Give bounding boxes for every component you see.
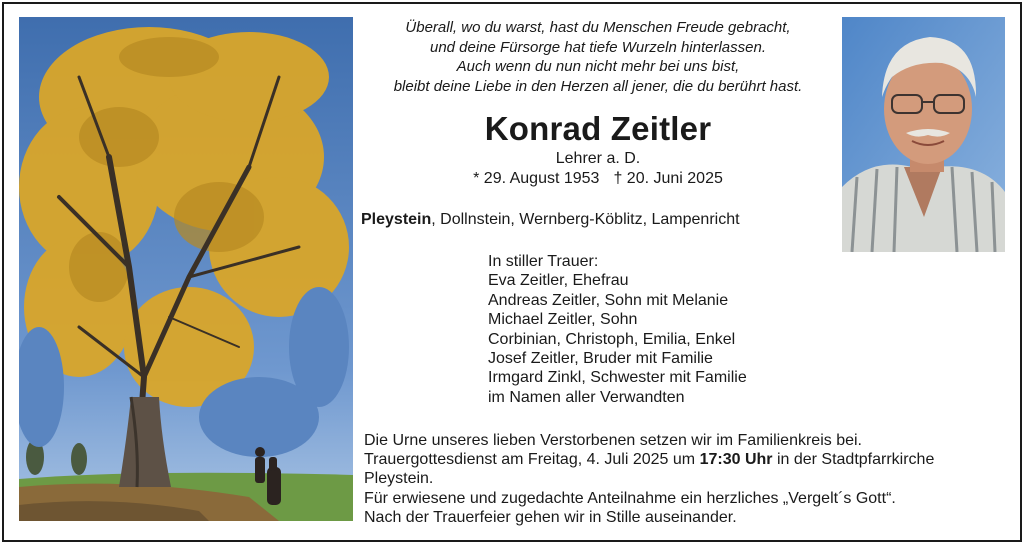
mourners-list [488,252,747,407]
tree-photo [19,17,353,521]
deceased-profession: Lehrer a. D. [555,150,641,167]
mourner-item: im Namen aller Verwandten [488,388,685,406]
poem-line: und deine Fürsorge hat tiefe Wurzeln hinterlassen. [429,38,767,56]
poem-line: Auch wenn du nun nicht mehr bei uns bist, [456,58,740,75]
mourner-item: Josef Zeitler, Bruder mit Familie [488,350,713,368]
poem-line: bleibt deine Liebe in den Herzen all jener, die du berührt hast. [393,77,803,95]
poem-line: Überall, wo du warst, hast du Menschen Freude gebracht, [405,19,791,36]
notice-line: Für erwiesene und zugedachte Anteilnahme ein herzliches „Vergelt´s Gott“. [364,489,896,507]
mourners-heading: In stiller Trauer: [488,253,599,270]
mourner-item: Irmgard Zinkl, Schwester mit Familie [488,369,747,387]
service-time: 17:30 Uhr [699,451,773,469]
death-date: † 20. Juni 2025 [613,170,723,187]
mourner-item: Eva Zeitler, Ehefrau [488,272,629,290]
portrait-photo [842,17,1005,252]
main-place: Pleystein [361,211,432,228]
service-text: Trauergottesdienst am Freitag, 4. Juli 2025 um [364,451,700,469]
notice-line [364,450,934,469]
memorial-poem [360,18,836,96]
notice-line: Pleystein. [364,470,434,488]
life-dates [360,170,836,188]
notice-line: Die Urne unseres lieben Verstorbenen setzen wir im Familienkreis bei. [364,432,862,449]
notice-line: Nach der Trauerfeier gehen wir in Stille auseinander. [364,508,737,526]
mourner-item: Andreas Zeitler, Sohn mit Melanie [488,291,729,309]
service-location: in der Stadtpfarrkirche [772,451,935,469]
deceased-name: Konrad Zeitler [484,110,712,147]
birth-date: * 29. August 1953 [473,170,600,187]
mourner-item: Michael Zeitler, Sohn [488,311,638,329]
mourner-item: Corbinian, Christoph, Emilia, Enkel [488,330,736,348]
places-line [361,211,740,229]
funeral-notice [364,431,934,527]
other-places: , Dollnstein, Wernberg-Köblitz, Lampenricht [431,211,740,228]
